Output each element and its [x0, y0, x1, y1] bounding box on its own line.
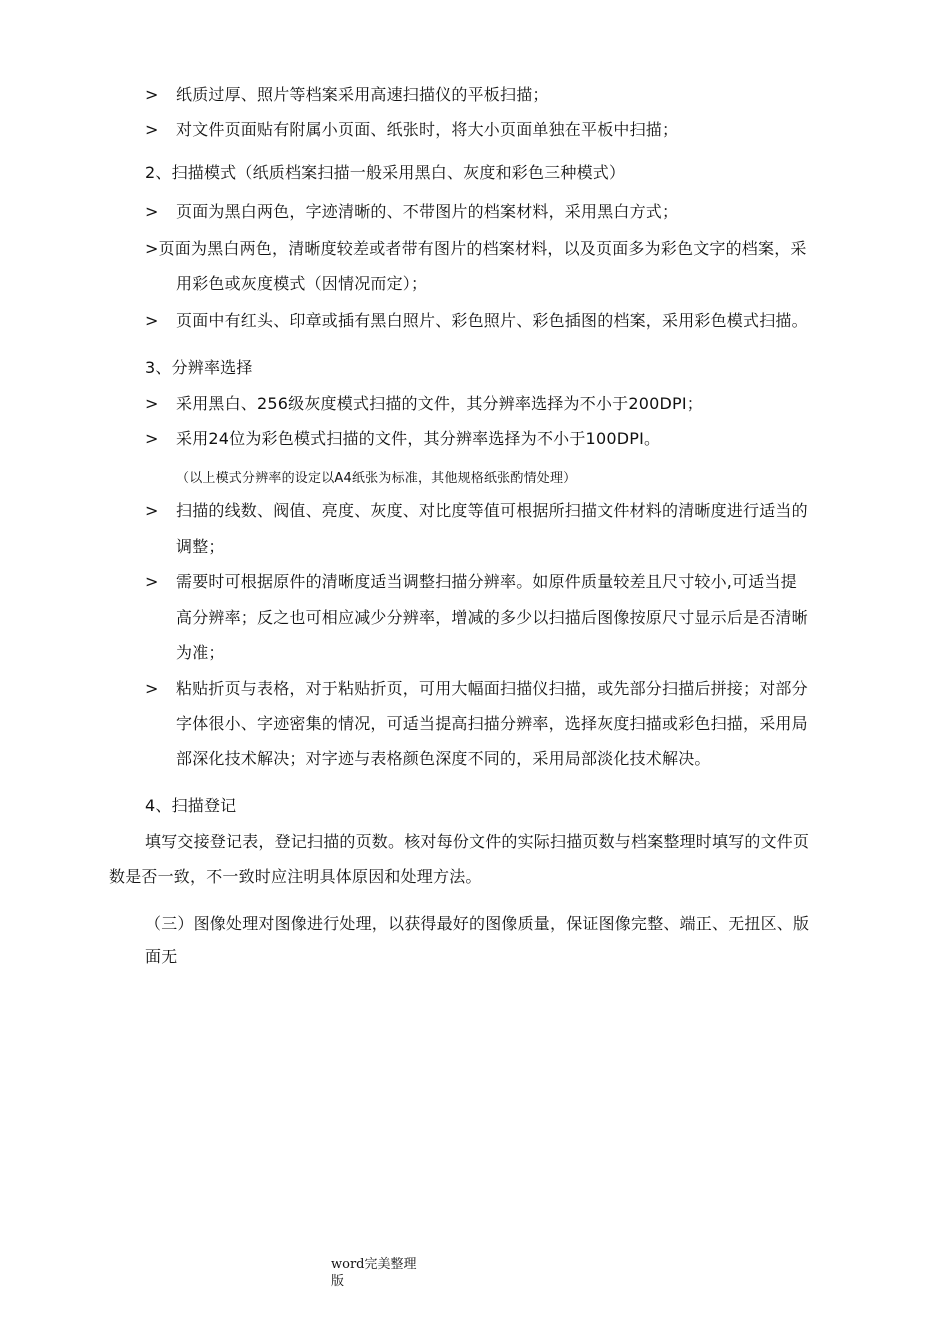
list-item: 对文件页面贴有附属小页面、纸张时，将大小页面单独在平板中扫描； — [176, 120, 679, 139]
bullet-marker: > — [145, 311, 159, 330]
bullet-marker: > — [145, 679, 159, 698]
bullet-marker: > — [145, 394, 159, 413]
bullet-marker: > — [145, 572, 159, 591]
list-item-continuation: 用彩色或灰度模式（因情况而定）； — [176, 274, 428, 293]
paragraph-line: 数是否一致，不一致时应注明具体原因和处理方法。 — [109, 867, 482, 886]
list-item: 扫描的线数、阀值、亮度、灰度、对比度等值可根据所扫描文件材料的清晰度进行适当的 — [176, 501, 808, 520]
list-item-continuation: 调整； — [176, 537, 225, 556]
list-item: 需要时可根据原件的清晰度适当调整扫描分辨率。如原件质量较差且尺寸较小,可适当提 — [176, 572, 797, 591]
list-item: 纸质过厚、照片等档案采用高速扫描仪的平板扫描； — [176, 85, 549, 104]
list-item: 页面为黑白两色，字迹清晰的、不带图片的档案材料，采用黑白方式； — [176, 202, 679, 221]
footer-text: 版 — [331, 1274, 345, 1289]
list-item: >页面为黑白两色，清晰度较差或者带有图片的档案材料，以及页面多为彩色文字的档案，采 — [145, 239, 807, 258]
bullet-marker: > — [145, 85, 159, 104]
list-item: 粘贴折页与表格，对于粘贴折页，可用大幅面扫描仪扫描，或先部分扫描后拼接；对部分 — [176, 679, 808, 698]
list-item-continuation: 为准； — [176, 643, 225, 662]
bullet-marker: > — [145, 202, 159, 221]
list-item: 采用24位为彩色模式扫描的文件，其分辨率选择为不小于100DPI。 — [176, 429, 661, 448]
list-item-continuation: 字体很小、字迹密集的情况，可适当提高扫描分辨率，选择灰度扫描或彩色扫描，采用局 — [176, 714, 808, 733]
list-item: 采用黑白、256级灰度模式扫描的文件，其分辨率选择为不小于200DPI； — [176, 394, 703, 413]
section-heading: 3、分辨率选择 — [145, 358, 253, 377]
note-text: （以上模式分辨率的设定以A4纸张为标准，其他规格纸张酌情处理） — [176, 471, 577, 486]
paragraph-line: 面无 — [145, 947, 178, 966]
bullet-marker: > — [145, 120, 159, 139]
bullet-marker: > — [145, 501, 159, 520]
paragraph-line: 填写交接登记表，登记扫描的页数。核对每份文件的实际扫描页数与档案整理时填写的文件页 — [145, 832, 810, 851]
section-heading: 2、扫描模式（纸质档案扫描一般采用黑白、灰度和彩色三种模式） — [145, 163, 626, 182]
paragraph-line: （三）图像处理对图像进行处理，以获得最好的图像质量，保证图像完整、端正、无扭区、版 — [145, 914, 810, 933]
list-item: 页面中有红头、印章或插有黑白照片、彩色照片、彩色插图的档案，采用彩色模式扫描。 — [176, 311, 808, 330]
list-item-continuation: 高分辨率；反之也可相应减少分辨率，增减的多少以扫描后图像按原尺寸显示后是否清晰 — [176, 608, 808, 627]
section-heading: 4、扫描登记 — [145, 796, 237, 815]
list-item-continuation: 部深化技术解决；对字迹与表格颜色深度不同的，采用局部淡化技术解决。 — [176, 749, 711, 768]
bullet-marker: > — [145, 429, 159, 448]
footer-text: word完美整理 — [331, 1257, 417, 1272]
